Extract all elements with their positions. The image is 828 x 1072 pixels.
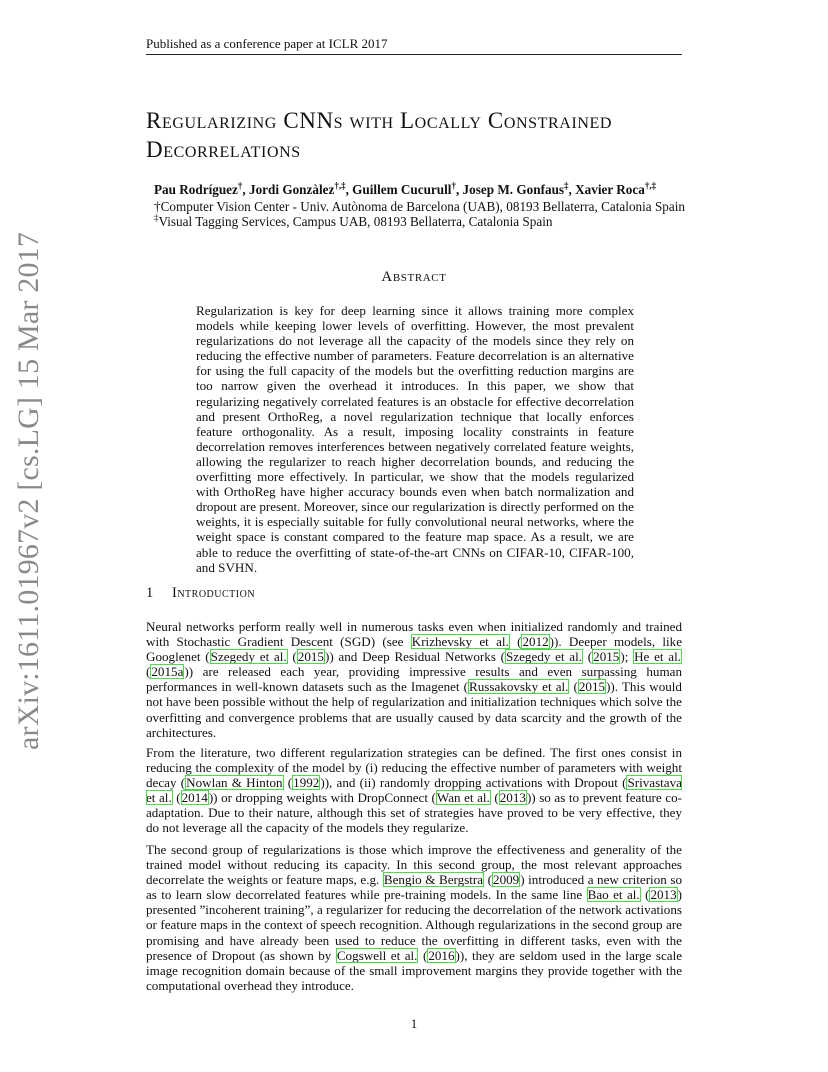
- citation-year-link[interactable]: 2015: [578, 679, 606, 695]
- body-text: )) are released each year, providing impressive results and even surpassing human performances in well-known datasets such as the Imagenet (: [146, 664, 682, 695]
- citation-link[interactable]: Wan et al.: [436, 790, 490, 806]
- body-text: )). Deeper models, like Googlenet (: [146, 634, 683, 665]
- citation-year-link[interactable]: 2013: [499, 790, 526, 806]
- body-text: From the literature, two different regularization strategies can be defined. The first ones consist in reducing the complexity of the model by (i) reducing the effective number of parameters with weight decay (: [146, 745, 682, 791]
- body-text: (: [583, 649, 593, 665]
- section-title: Introduction: [172, 585, 256, 601]
- body-text: (: [287, 649, 297, 665]
- body-text: (: [172, 790, 181, 806]
- body-text: );: [620, 649, 634, 665]
- paper-title: Regularizing CNNs with Locally Constrained Decorrelations: [146, 108, 613, 162]
- citation-link[interactable]: Krizhevsky et al.: [411, 634, 509, 650]
- citation-link[interactable]: He et al.: [634, 649, 681, 665]
- affiliation-vts: [154, 214, 714, 230]
- arxiv-side-stamp: arXiv:1611.01967v2 [cs.LG] 15 Mar 2017: [12, 231, 45, 750]
- citation-year-link[interactable]: 2009: [493, 872, 520, 888]
- author-name: Jordi Gonzàlez: [248, 182, 335, 197]
- citation-link[interactable]: Nowlan & Hinton: [186, 775, 283, 791]
- body-text: (: [283, 775, 293, 791]
- citation-link[interactable]: Szegedy et al.: [210, 649, 287, 665]
- body-text: )) or dropping weights with DropConnect (: [208, 790, 436, 806]
- affiliation-mark: ‡: [564, 180, 569, 191]
- body-text: )) and Deep Residual Networks (: [324, 649, 506, 665]
- citation-year-link[interactable]: 2016: [428, 947, 455, 963]
- body-text: )), and (ii) randomly dropping activations with Dropout (: [320, 775, 627, 791]
- body-text: Neural networks perform really well in numerous tasks even when initialized randomly and trained with Stochastic Gradient Descent (SGD) (see: [146, 619, 682, 650]
- section-heading-introduction: [146, 585, 682, 602]
- citation-year-link[interactable]: 2015: [297, 649, 324, 665]
- citation-link[interactable]: Bao et al.: [587, 887, 640, 903]
- body-text: (: [490, 790, 499, 806]
- body-text: ) introduced a new criterion so as to learn slow decorrelated features while pre-training models. In the same line: [146, 872, 682, 903]
- body-text: (: [418, 947, 428, 963]
- affiliation-cvc: †Computer Vision Center - Univ. Autònoma de Barcelona (UAB), 08193 Bellaterra, Catalonia Spain: [154, 199, 685, 214]
- citation-link[interactable]: Cogswell et al.: [336, 947, 418, 963]
- header-rule: [146, 54, 682, 55]
- affiliation-mark: †: [237, 180, 243, 191]
- section-number: 1: [146, 585, 154, 601]
- body-text: ) presented ”incoherent training”, a regularizer for reducing the decorrelation of the network activations or feature maps in the context of speech recognition. Although regularizations in the second group are promising and have already been used to reduce the overfitting in different tasks, even with the presence of Dropout (as shown by: [146, 887, 682, 963]
- author-list: Pau Rodríguez†, Jordi Gonzàlez†,‡, Guillem Cucurull†, Josep M. Gonfaus‡, Xavier Roca†,‡: [154, 180, 657, 197]
- body-text: (: [484, 872, 493, 888]
- author-name: Josep M. Gonfaus: [462, 182, 565, 197]
- affiliation-mark: ‡: [154, 212, 159, 223]
- body-text: The second group of regularizations is those which improve the effectiveness and generality of the trained model without reducing its capacity. In this second group, the most relevant approaches decorrelate the weights or feature maps, e.g.: [146, 842, 682, 888]
- author-name: Pau Rodríguez: [154, 182, 238, 197]
- abstract-heading: Abstract: [381, 269, 447, 285]
- body-text: (: [146, 664, 151, 680]
- running-head: Published as a conference paper at ICLR 2017: [146, 36, 388, 51]
- citation-link[interactable]: Russakovsky et al.: [469, 679, 569, 695]
- affiliation-text: Visual Tagging Services, Campus UAB, 08193 Bellaterra, Catalonia Spain: [158, 214, 553, 229]
- citation-year-link[interactable]: 2012: [522, 634, 549, 650]
- citation-link[interactable]: Srivastava et al.: [146, 775, 682, 806]
- citation-year-link[interactable]: 2015: [593, 649, 620, 665]
- body-text: )), they are seldom used in the large scale image recognition domain because of the small improvement margins they provide together with the computational overhead they introduce.: [146, 947, 683, 993]
- citation-link[interactable]: Szegedy et al.: [506, 649, 583, 665]
- body-text: (: [509, 634, 522, 650]
- body-text: (: [569, 679, 578, 695]
- affiliation-mark: †,‡: [334, 180, 346, 191]
- intro-paragraph-1: [146, 619, 682, 740]
- abstract-text: Regularization is key for deep learning since it allows training more complex models while keeping lower levels of overfitting. However, the most prevalent regularizations do not leverage all the capacity of the models since they rely on reducing the effective number of parameters. Feature decorrelation is an alternative for using the full capacity of the models but the overfitting reduction margins are too narrow given the overhead it introduces. In this paper, we show that regularizing negatively correlated features is an obstacle for effective decorrelation and present OrthoReg, a novel regularization technique that locally enforces feature orthogonality. As a result, imposing locality constraints in feature decorrelation removes interferences between negatively correlated feature weights, allowing the regularizer to reach higher decorrelation bounds, and reducing the overfitting more effectively. In particular, we show that the models regularized with OrthoReg have higher accuracy bounds even when batch normalization and dropout are present. Moreover, since our regularization is directly performed on the weights, it is especially suitable for fully convolutional neural networks, where the weight space is constant compared to the feature map space. As a result, we are able to reduce the overfitting of state-of-the-art CNNs on CIFAR-10, CIFAR-100, and SVHN.: [196, 303, 634, 575]
- citation-year-link[interactable]: 2013: [650, 887, 677, 903]
- citation-year-link[interactable]: 2014: [181, 790, 208, 806]
- citation-link[interactable]: Bengio & Bergstra: [383, 872, 484, 888]
- body-text: )). This would not have been possible without the help of regularization and initialization techniques which solve the overfitting and convergence problems that are usually caused by data scarcity and the growth of the architectures.: [146, 679, 682, 740]
- affiliation-mark: †,‡: [644, 180, 657, 191]
- body-text: (: [640, 887, 650, 903]
- page-number: 1: [410, 1016, 418, 1031]
- author-name: Guillem Cucurull: [352, 182, 452, 197]
- citation-year-link[interactable]: 1992: [293, 775, 320, 791]
- affiliation-mark: †: [451, 180, 456, 191]
- intro-paragraph-3: [146, 842, 682, 993]
- body-text: )) so as to prevent feature co-adaptation. Due to their nature, although this set of strategies have proved to be very effective, they do not leverage all the capacity of the models they regularize.: [146, 790, 682, 836]
- intro-paragraph-2: [146, 745, 682, 836]
- citation-year-link[interactable]: 2015a: [151, 664, 184, 680]
- author-name: Xavier Roca: [575, 182, 645, 197]
